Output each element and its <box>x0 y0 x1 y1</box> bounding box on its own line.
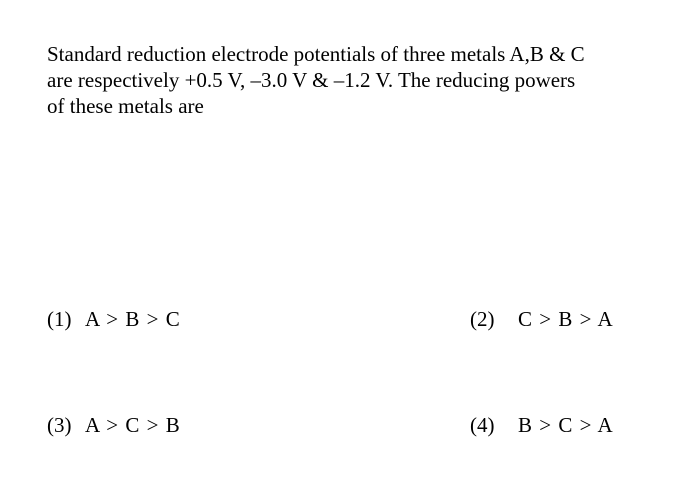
option-number: (1) <box>47 307 72 331</box>
option-text: A > C > B <box>85 413 180 437</box>
option-2[interactable] <box>470 306 613 332</box>
option-3[interactable] <box>47 412 180 438</box>
question-line: Standard reduction electrode potentials of three metals A,B & C <box>47 42 585 66</box>
option-number: (2) <box>470 307 495 331</box>
option-text: B > C > A <box>518 413 613 437</box>
question-text <box>47 41 647 119</box>
option-1[interactable] <box>47 306 180 332</box>
option-text: A > B > C <box>85 307 180 331</box>
option-number: (3) <box>47 413 72 437</box>
question-line: are respectively +0.5 V, –3.0 V & –1.2 V. The reducing powers <box>47 68 576 92</box>
option-text: C > B > A <box>518 307 613 331</box>
option-number: (4) <box>470 413 495 437</box>
question-line: of these metals are <box>47 94 204 118</box>
option-4[interactable] <box>470 412 613 438</box>
